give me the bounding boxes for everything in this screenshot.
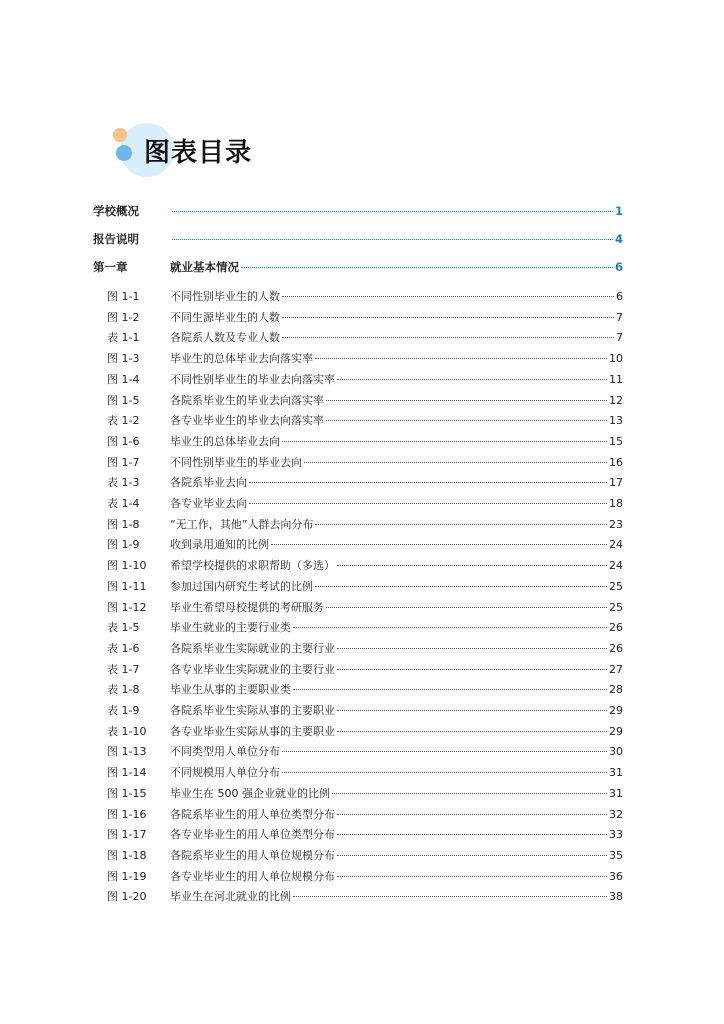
- decorative-dot-icon: [116, 145, 132, 161]
- dot-leader: [249, 482, 607, 483]
- toc-page-number: 32: [609, 807, 623, 821]
- toc-entry-label: 表 1-9: [107, 704, 140, 717]
- toc-entry-label: 图 1-12: [107, 600, 147, 614]
- toc-entry-label: 表 1-8: [107, 683, 140, 697]
- toc-page-number: 30: [609, 745, 623, 759]
- toc-entry-title: 毕业生就业的主要行业类: [170, 621, 291, 635]
- toc-entry-title: 不同性别毕业生的毕业去向: [170, 455, 302, 469]
- toc-entry-label: 图 1-2: [107, 310, 140, 324]
- toc-entry-title: 各院系毕业生实际就业的主要行业: [170, 641, 335, 655]
- toc-page-number: 29: [609, 704, 623, 717]
- toc-page-number: 1: [614, 204, 623, 218]
- toc-page-number: 18: [609, 497, 623, 510]
- toc-sub-entry[interactable]: [107, 288, 623, 306]
- toc-sub-entry[interactable]: [107, 516, 623, 534]
- toc-entry-title: 毕业生的总体毕业去向落实率: [170, 352, 313, 366]
- toc-entry-title: 不同生源毕业生的人数: [170, 310, 280, 324]
- toc-page-number: 15: [609, 434, 623, 448]
- dot-leader: [172, 211, 613, 212]
- toc-entry-title: 各院系毕业生的用人单位类型分布: [170, 807, 335, 821]
- title-block: [110, 120, 310, 190]
- toc-entry-title: 毕业生的总体毕业去向: [170, 434, 280, 448]
- toc-page-number: 24: [609, 538, 623, 552]
- toc-entry-label: 报告说明: [93, 232, 139, 246]
- toc-page-number: 26: [609, 621, 623, 635]
- toc-entry-label: 图 1-15: [107, 786, 147, 800]
- toc-page-number: 28: [609, 683, 623, 697]
- toc-page-number: 6: [616, 290, 623, 303]
- toc-entry-title: 各院系毕业生的用人单位规模分布: [170, 848, 335, 862]
- toc-sub-entry[interactable]: [107, 350, 623, 368]
- toc-entry-title: 各院系人数及专业人数: [170, 331, 280, 345]
- toc-page-number: 27: [609, 662, 623, 676]
- toc-entry-title: 毕业生希望母校提供的考研服务: [170, 600, 324, 614]
- toc-sub-entry[interactable]: [107, 536, 623, 554]
- toc-entry-title: 各院系毕业生的毕业去向落实率: [170, 393, 324, 407]
- toc-entry-title: 毕业生从事的主要职业类: [170, 683, 291, 697]
- toc-entry-title: 就业基本情况: [170, 260, 239, 274]
- dot-leader: [326, 400, 607, 401]
- toc-sub-entry[interactable]: [107, 371, 623, 389]
- toc-main-entry[interactable]: [93, 231, 623, 251]
- toc-entry-label: 第一章: [93, 260, 128, 274]
- dot-leader: [326, 607, 607, 608]
- toc-page-number: 31: [609, 786, 623, 800]
- toc-sub-entry[interactable]: [107, 329, 623, 347]
- toc-entry-label: 图 1-20: [107, 890, 147, 904]
- toc-entry-title: 不同性别毕业生的毕业去向落实率: [170, 372, 335, 386]
- toc-entry-label: 表 1-7: [107, 662, 140, 676]
- dot-leader: [337, 710, 607, 711]
- toc-sub-entry[interactable]: [107, 640, 623, 658]
- dot-leader: [271, 544, 607, 545]
- toc-sub-entry[interactable]: [107, 454, 623, 472]
- toc-page-number: 17: [609, 476, 623, 490]
- toc-sub-entry[interactable]: [107, 309, 623, 327]
- toc-entry-label: 图 1-1: [107, 290, 140, 303]
- toc-page-number: 13: [609, 414, 623, 428]
- toc-sub-entry[interactable]: [107, 847, 623, 865]
- dot-leader: [337, 855, 607, 856]
- toc-entry-title: 希望学校提供的求职帮助（多选）: [170, 559, 335, 573]
- toc-entry-label: 表 1-1: [107, 331, 140, 345]
- toc-page-number: 24: [609, 559, 623, 573]
- toc-sub-entry[interactable]: [107, 868, 623, 886]
- toc-page-number: 11: [609, 372, 623, 386]
- dot-leader: [337, 834, 607, 835]
- toc-main-entry[interactable]: [93, 259, 623, 279]
- toc-page-number: 10: [609, 352, 623, 366]
- decorative-dot-icon: [113, 128, 127, 142]
- toc-entry-label: 图 1-19: [107, 869, 147, 883]
- toc-sub-entry[interactable]: [107, 599, 623, 617]
- toc-entry-label: 表 1-10: [107, 724, 147, 738]
- dot-leader: [282, 751, 607, 752]
- toc-entry-title: 收到录用通知的比例: [170, 538, 269, 552]
- toc-page-number: 12: [609, 393, 623, 407]
- toc-entry-label: 图 1-17: [107, 828, 147, 842]
- toc-entry-title: “无工作，其他”人群去向分布: [170, 517, 314, 531]
- dot-leader: [337, 669, 607, 670]
- toc-page-number: 25: [609, 600, 623, 614]
- dot-leader: [172, 239, 613, 240]
- dot-leader: [315, 358, 607, 359]
- toc-sub-entry[interactable]: [107, 474, 623, 492]
- toc-entry-label: 学校概况: [93, 204, 139, 218]
- toc-entry-label: 图 1-11: [107, 579, 147, 593]
- dot-leader: [332, 793, 607, 794]
- toc-page-number: 29: [609, 724, 623, 738]
- toc-entry-title: 不同规模用人单位分布: [170, 766, 280, 780]
- toc-page-number: 36: [609, 869, 623, 883]
- toc-entry-title: 各院系毕业去向: [170, 476, 247, 490]
- toc-entry-title: 不同类型用人单位分布: [170, 745, 280, 759]
- toc-sub-entry[interactable]: [107, 557, 623, 575]
- toc-entry-label: 表 1-4: [107, 497, 140, 510]
- toc-entry-label: 图 1-16: [107, 807, 147, 821]
- toc-entry-label: 图 1-14: [107, 766, 147, 780]
- toc-sub-entry[interactable]: [107, 412, 623, 430]
- dot-leader: [337, 731, 607, 732]
- toc-sub-entry[interactable]: [107, 619, 623, 637]
- toc-entry-label: 表 1-2: [107, 414, 140, 428]
- toc-entry-label: 图 1-13: [107, 745, 147, 759]
- dot-leader: [304, 462, 607, 463]
- toc-sub-entry[interactable]: [107, 702, 623, 720]
- toc-page-number: 16: [609, 455, 623, 469]
- toc-sub-entry[interactable]: [107, 743, 623, 761]
- dot-leader: [326, 420, 607, 421]
- toc-page-number: 26: [609, 641, 623, 655]
- toc-sub-entry[interactable]: [107, 888, 623, 906]
- toc-sub-entry[interactable]: [107, 681, 623, 699]
- toc-sub-entry[interactable]: [107, 826, 623, 844]
- toc-entry-title: 各专业毕业生实际从事的主要职业: [170, 724, 335, 738]
- toc-entry-title: 毕业生在河北就业的比例: [170, 890, 291, 904]
- dot-leader: [241, 267, 613, 268]
- toc-entry-title: 各专业毕业生的毕业去向落实率: [170, 414, 324, 428]
- toc-page-number: 35: [609, 848, 623, 862]
- toc-page-number: 7: [616, 331, 623, 345]
- dot-leader: [282, 772, 607, 773]
- toc-page-number: 7: [616, 310, 623, 324]
- toc-entry-label: 图 1-18: [107, 848, 147, 862]
- toc-sub-entry[interactable]: [107, 661, 623, 679]
- dot-leader: [293, 689, 607, 690]
- toc-entry-title: 各专业毕业生实际就业的主要行业: [170, 662, 335, 676]
- dot-leader: [337, 876, 607, 877]
- toc-page-number: 33: [609, 828, 623, 842]
- dot-leader: [249, 503, 607, 504]
- dot-leader: [282, 337, 614, 338]
- toc-entry-label: 图 1-9: [107, 538, 140, 552]
- toc-entry-title: 各院系毕业生实际从事的主要职业: [170, 704, 335, 717]
- toc-page-number: 23: [609, 517, 623, 531]
- toc-entry-title: 不同性别毕业生的人数: [170, 290, 280, 303]
- dot-leader: [337, 814, 607, 815]
- dot-leader: [315, 586, 607, 587]
- toc-sub-entry[interactable]: [107, 433, 623, 451]
- toc-entry-title: 参加过国内研究生考试的比例: [170, 579, 313, 593]
- toc-sub-entry[interactable]: [107, 392, 623, 410]
- dot-leader: [293, 896, 607, 897]
- toc-page-number: 25: [609, 579, 623, 593]
- dot-leader: [337, 565, 607, 566]
- toc-entry-title: 各专业毕业生的用人单位类型分布: [170, 828, 335, 842]
- dot-leader: [282, 296, 614, 297]
- toc-sub-entry[interactable]: [107, 578, 623, 596]
- toc-sub-entry[interactable]: [107, 764, 623, 782]
- toc-entry-label: 图 1-5: [107, 393, 140, 407]
- dot-leader: [282, 441, 607, 442]
- toc-sub-entry[interactable]: [107, 785, 623, 803]
- dot-leader: [282, 317, 614, 318]
- dot-leader: [315, 524, 607, 525]
- toc-entry-label: 表 1-5: [107, 621, 140, 635]
- toc-sub-entry[interactable]: [107, 723, 623, 741]
- toc-entry-label: 图 1-8: [107, 517, 140, 531]
- dot-leader: [293, 627, 607, 628]
- toc-page-number: 4: [614, 232, 623, 246]
- dot-leader: [337, 379, 607, 380]
- toc-entry-title: 各专业毕业生的用人单位规模分布: [170, 869, 335, 883]
- toc-entry-label: 图 1-10: [107, 559, 147, 573]
- toc-entry-label: 表 1-6: [107, 641, 140, 655]
- toc-page-number: 6: [614, 260, 623, 274]
- toc-entry-title: 各专业毕业去向: [170, 497, 247, 510]
- toc-entry-label: 图 1-4: [107, 372, 140, 386]
- toc-entry-label: 图 1-6: [107, 434, 140, 448]
- toc-entry-label: 表 1-3: [107, 476, 140, 490]
- dot-leader: [337, 648, 607, 649]
- toc-page-number: 38: [609, 890, 623, 904]
- toc-entry-label: 图 1-7: [107, 455, 140, 469]
- toc-entry-title: 毕业生在 500 强企业就业的比例: [170, 786, 330, 800]
- toc-sub-entry[interactable]: [107, 495, 623, 513]
- page-title: 图表目录: [144, 138, 253, 168]
- toc-entry-label: 图 1-3: [107, 352, 140, 366]
- toc-sub-entry[interactable]: [107, 806, 623, 824]
- toc-page-number: 31: [609, 766, 623, 780]
- toc-main-entry[interactable]: [93, 203, 623, 223]
